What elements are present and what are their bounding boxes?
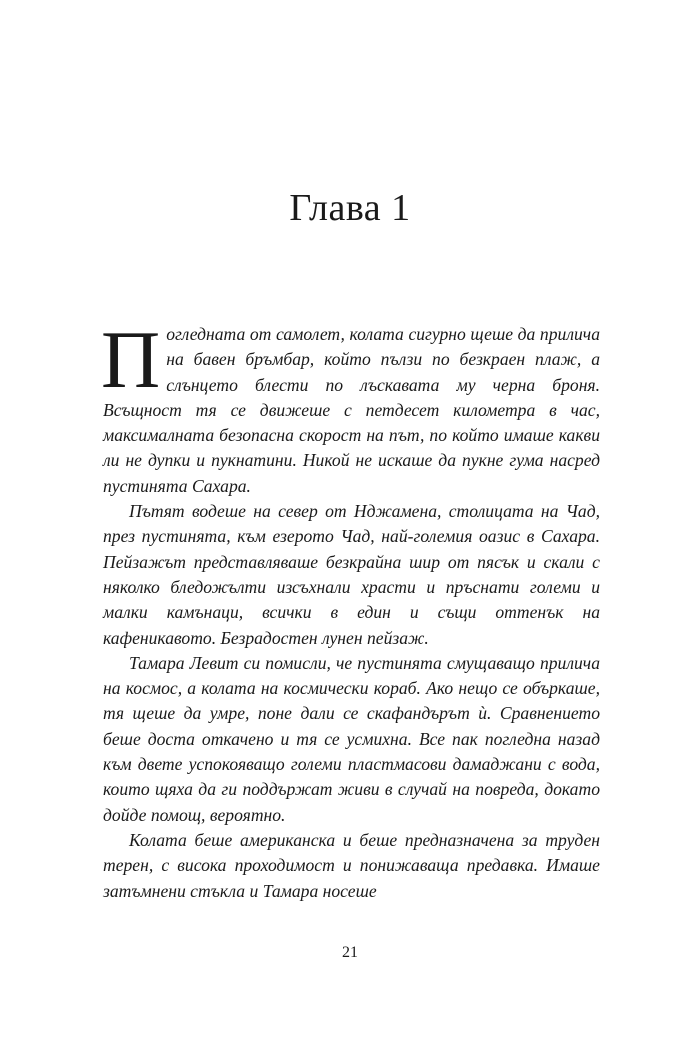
paragraph-4: Колата беше американска и беше предназначена за труден терен, с висока проходимост и понижаваща предавка. Имаше затъмнени стъкла и Тамара носеше bbox=[103, 829, 600, 901]
chapter-title: Глава 1 bbox=[289, 187, 411, 229]
paragraph-1 bbox=[101, 314, 600, 499]
body-text bbox=[101, 314, 600, 904]
paragraph-2: Пътят водеше на север от Нджамена, столицата на Чад, през пустинята, към езерото Чад, най-големия оазис в Сахара. Пейзажът представляваше безкрайна шир от пясък и скали с няколко бледожълти изсъхнали храсти и пръснати големи и малки камънаци, всички в един и същи оттенък на кафеникавото. Безрадостен лунен пейзаж. bbox=[103, 501, 600, 648]
page-number: 21 bbox=[342, 944, 358, 961]
paragraph-1-text: огледната от самолет, колата сигурно щеше да прилича на бавен бръмбар, който пълзи по безкраен плаж, а слънцето блести по лъскавата му черна броня. Всъщност тя се движеше с петдесет километра в час, максималната безопасна скорост на път, по който имаше какви ли не дупки и пукнатини. Никой не искаше да пукне гума насред пустинята Сахара. bbox=[103, 324, 600, 496]
drop-cap: П bbox=[101, 314, 161, 405]
paragraph-3: Тамара Левит си помисли, че пустинята смущаващо прилича на космос, а колата на космически кораб. Ако нещо се объркаше, тя щеше да умре, поне дали се скафандърът ѝ. Сравнението беше доста откачено и тя се усмихна. Все пак погледна назад към двете успокояващо големи пластмасови дамаджани с вода, които щяха да ги поддържат живи в случай на повреда, докато дойде помощ, вероятно. bbox=[103, 652, 600, 825]
